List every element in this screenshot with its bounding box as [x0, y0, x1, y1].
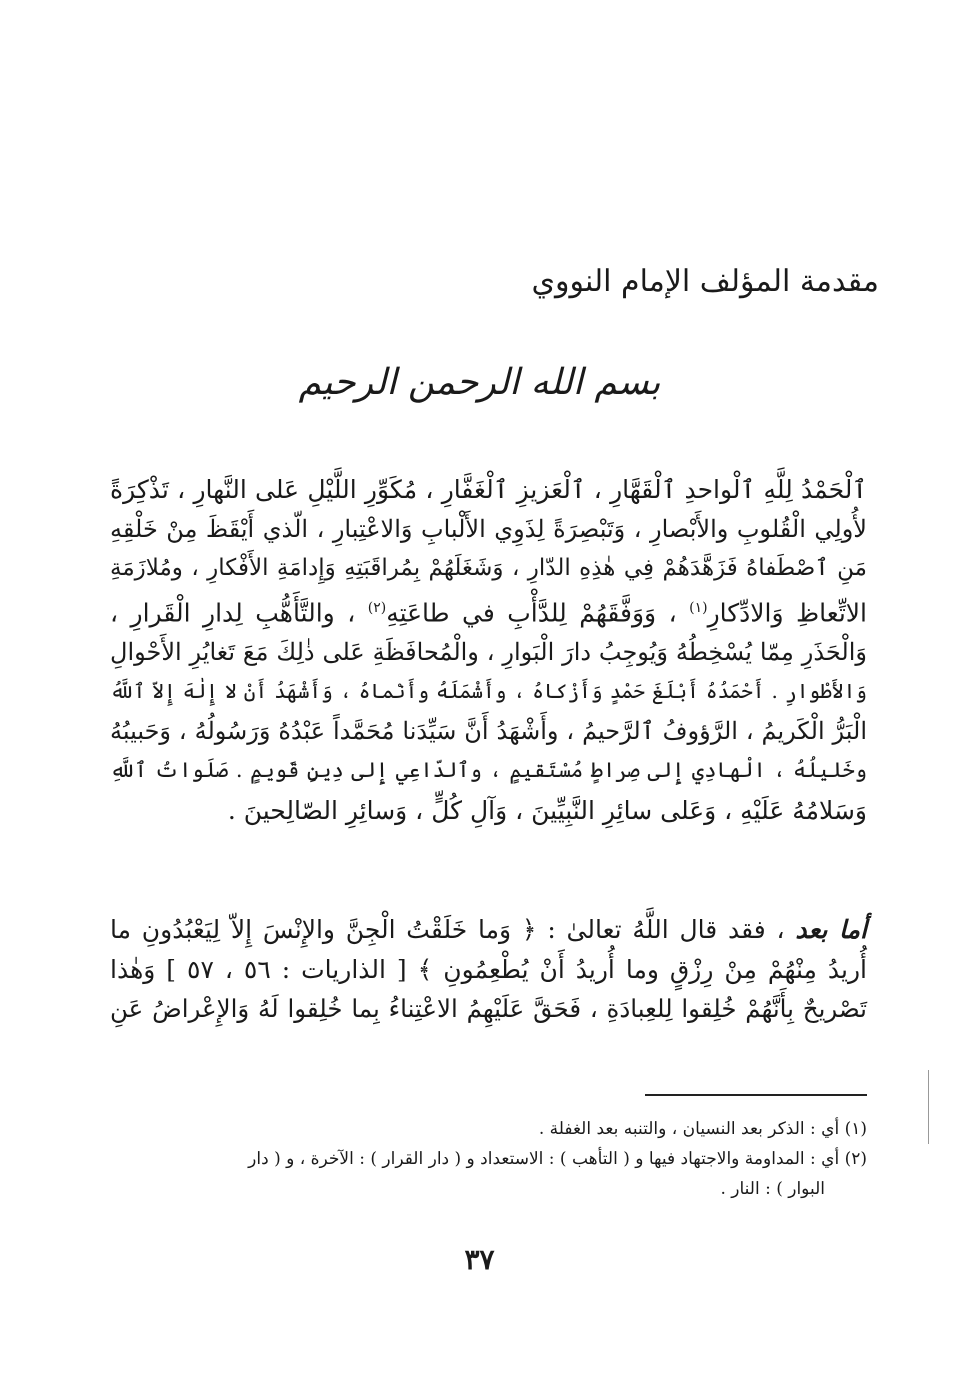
text-line: وَالْحَذَرِ مِمّا يُسْخِطُهُ وَيُوجِبُ دارَ الْبَوارِ ، والْمُحافَظَةِ عَلى ذٰلِكَ مَعَ تَغايُرِ الأَحْوالِ: [110, 637, 867, 666]
text-segment: الاتِّعاظِ وَالادِّكارِ: [707, 598, 867, 628]
footnote-2: (٢) أي : المداومة والاجتهاد فيها و ( التأهب ) : الاستعداد و ( دار القرار ) : الآخرة ، و ( دار: [248, 1149, 867, 1169]
text-line: وَسَلامُهُ عَلَيْهِ ، وَعَلى سائِرِ النَّبِيِّينَ ، وَآلِ كُلٍّ ، وَسائِرِ الصّالِحينَ .: [227, 796, 867, 826]
text-line: لأُولِي الْقُلوبِ والأَبْصارِ ، وَتَبْصِرَةً لِذَوِي الأَلْبابِ وَالاعْتِبارِ ، الّذي أَيْقَظَ مِنْ خَلْقِهِ: [110, 514, 867, 543]
text-line: تَصْريحٌ بِأَنَّهُمْ خُلِقوا لِلعِبادَةِ ، فَحَقَّ عَلَيْهِمُ الاعْتِناءُ بِما خُلِقوا لَهُ وَالإِعْراضُ عَنِ: [110, 994, 867, 1024]
footnotes: [92, 1114, 867, 1204]
text-segment: ، وَوَفَّقَهُمْ لِلدَّأْبِ في طاعَتِهِ: [386, 598, 677, 628]
text-line: أُريدُ مِنْهُمْ مِنْ رِزْقٍ وما أُريدُ أَنْ يُطْعِمُونِ ﴾ [ الذاريات : ٥٦ ، ٥٧ ] وَهٰذا: [110, 954, 867, 984]
amma-bad-word: أما بعد: [795, 915, 867, 944]
opening-paragraph: [110, 470, 867, 831]
text-line: مَنِ ٱصْطَفاهُ فَزَهَّدَهُمْ فِي هٰذِهِ الدّارِ ، وَشَغَلَهُمْ بِمُراقَبَتِهِ وَإِدامَةِ الأَفْكارِ ، ومُلازَمَةِ: [110, 555, 867, 582]
footnote-1: (١) أي : الذكر بعد النسيان ، والتنبه بعد الغفلة .: [538, 1119, 867, 1139]
text-line-with-heading: [110, 910, 867, 950]
text-segment: ، والتَّأَهُّبِ لِدارِ الْقَرارِ ،: [110, 598, 356, 628]
text-line-with-footnotes: [110, 589, 867, 633]
footnote-ref-1: (١): [689, 599, 708, 616]
text-line: وخَليلُهُ ، الْهادِي إِلى صِراطٍ مُسْتَقيمٍ ، وٱلدّاعِي إِلى دِينٍ قَويمٍ . صَلَواتُ ٱللَّهِ: [110, 758, 867, 783]
text-line: ٱلْحَمْدُ لِلَّهِ ٱلْواحدِ ٱلْقَهَّارِ ، ٱلْعَزيزِ ٱلْغَفَّارِ ، مُكَوِّرِ اللَّيْلِ عَلى النَّهارِ ، تَذْكِرَةً: [110, 475, 867, 504]
page-header: مقدمة المؤلف الإمام النووي: [531, 264, 879, 299]
text-line: الْبَرُّ الْكَريمُ ، الرَّؤوفُ ٱلرَّحيمُ ، وأَشْهَدُ أَنَّ سَيِّدَنا مُحَمَّداً عَبْدُهُ وَرَسُولُهُ ، وَحَبيبُهُ: [110, 716, 868, 745]
scan-margin-line: [928, 1070, 929, 1144]
footnote-ref-2: (٢): [367, 599, 387, 616]
basmala-calligraphy: بسم الله الرحمن الرحيم: [298, 362, 661, 403]
text-line: وَالأَطْوارِ . أَحْمَدُهُ أَبْلَغَ حَمْدٍ وَأَزْكاهُ ، وأَشْمَلَهُ وأَنْماهُ ، وَأَشْهَدُ أَنْ لا إِلٰهَ إِلاّ ٱللَّهُ: [110, 679, 868, 704]
footnote-2-continuation: البوار ) : النار .: [720, 1179, 825, 1199]
footnote-divider: [645, 1094, 867, 1096]
second-paragraph: [110, 910, 867, 1029]
page-number: ٣٧: [464, 1243, 495, 1276]
text-segment: ، فقد قال اللَّهُ تعالىٰ : ﴿ وَما خَلَقْتُ الْجِنَّ والإِنْسَ إِلاّ لِيَعْبُدُونِ ما: [110, 915, 785, 944]
